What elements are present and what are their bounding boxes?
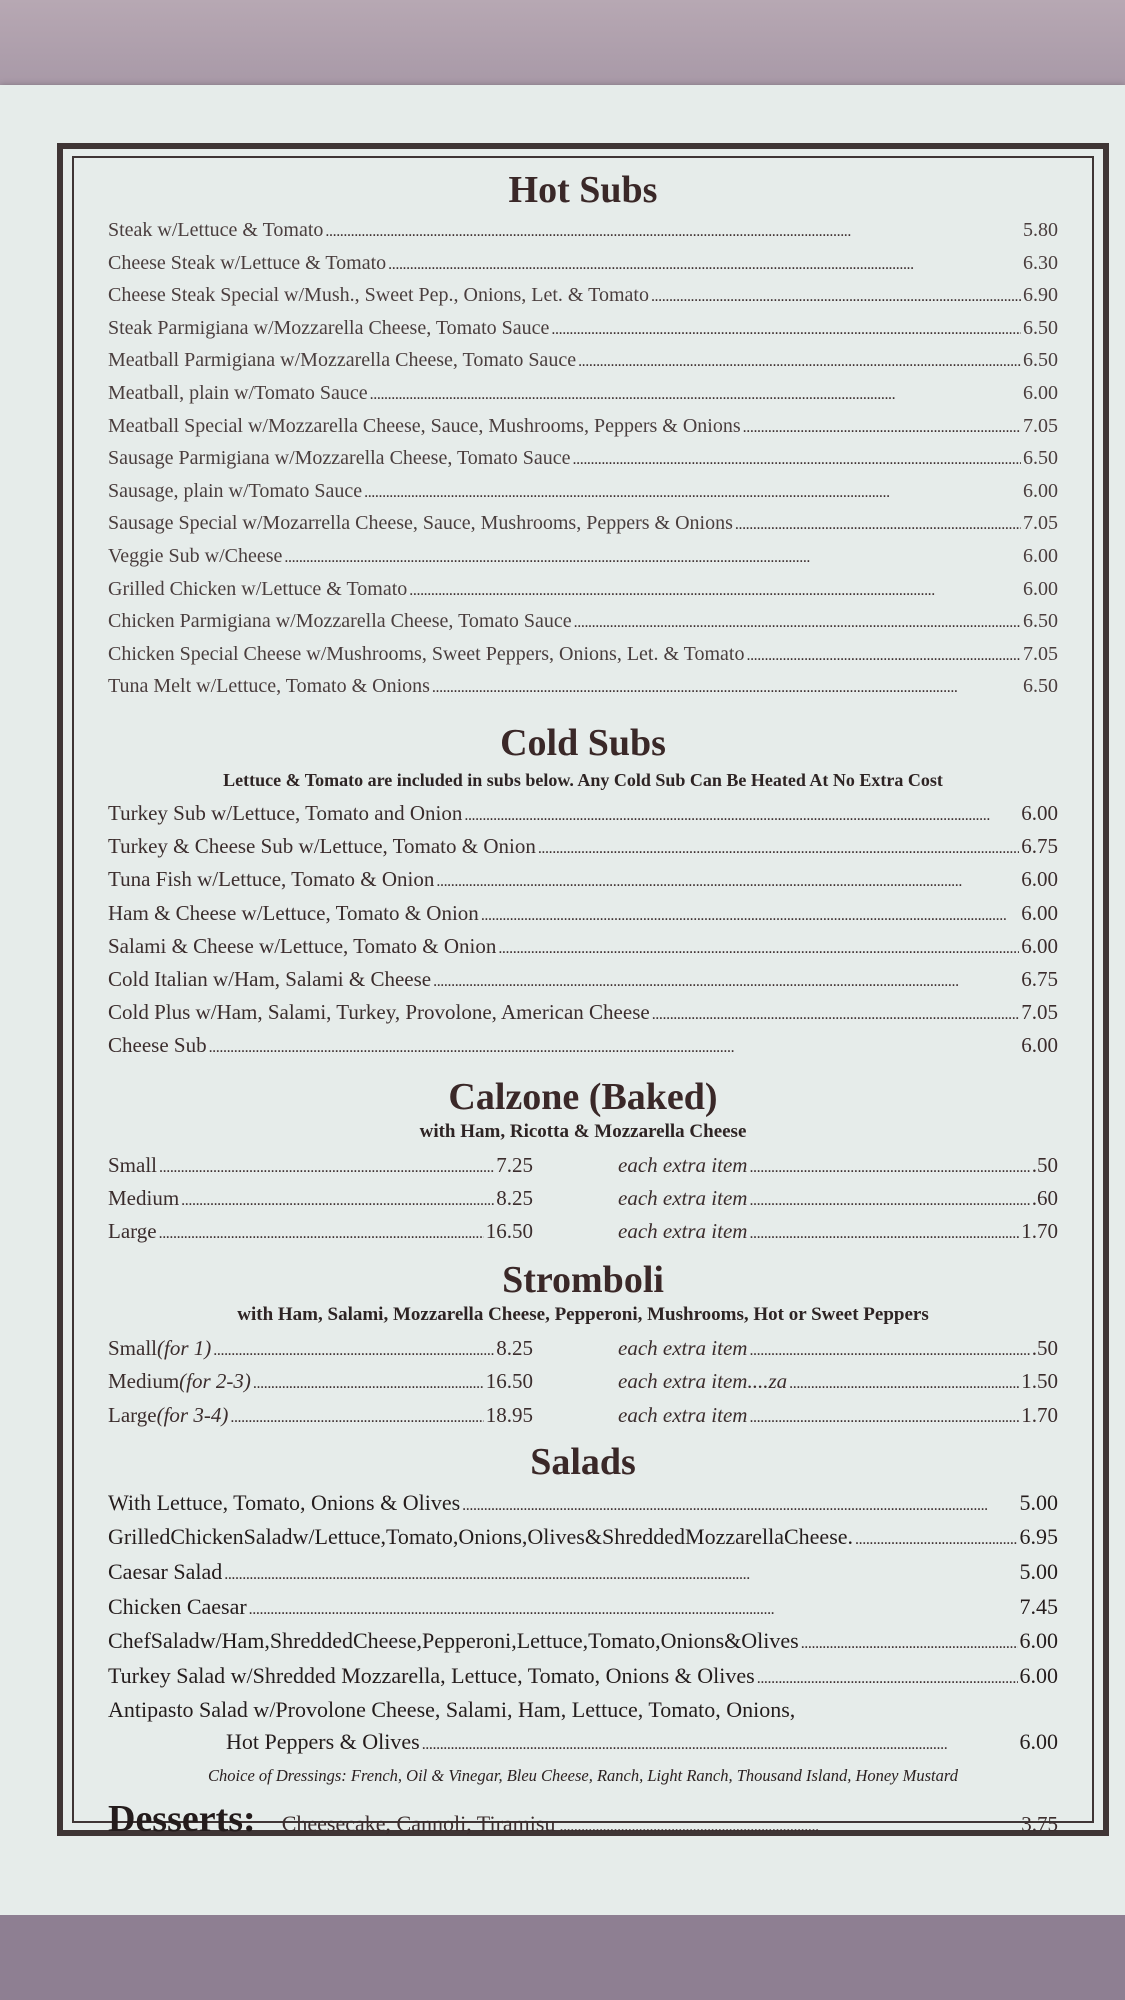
menu-content [108, 165, 1058, 1841]
leader-dots [213, 1333, 494, 1366]
item-name: each extra item [618, 1185, 748, 1210]
item-price: 6.00 [1019, 1628, 1058, 1654]
leader-dots [325, 215, 1021, 248]
item-name: each extra item [618, 1402, 748, 1427]
item-name: Meatball, plain w/Tomato Sauce [108, 381, 368, 404]
calzone-prices [108, 1150, 1058, 1250]
cold-subs-section [108, 718, 1058, 1064]
leader-dots [432, 671, 1021, 704]
item-name: Medium [108, 1369, 180, 1394]
item-name: Chicken Parmigiana w/Mozzarella Cheese, Tomato Sauce [108, 610, 572, 633]
item-price: 7.05 [1021, 1000, 1058, 1025]
leader-dots [159, 1216, 484, 1249]
section-title: Hot Subs [508, 169, 658, 211]
menu-item [108, 508, 1058, 541]
item-name: Cold Plus w/Ham, Salami, Turkey, Provolone, American Cheese [108, 1000, 650, 1025]
item-name: Steak w/Lettuce & Tomato [108, 219, 324, 241]
menu-item [108, 1591, 1058, 1626]
item-price: 6.95 [1019, 1524, 1058, 1550]
item-name: Small [108, 1336, 158, 1361]
leader-dots [284, 541, 1021, 574]
menu-item [108, 215, 1058, 248]
cold-subs-note: Lettuce & Tomato are included in subs below. Any Cold Sub Can Be Heated At No Extra Cost [223, 769, 943, 790]
menu-item [108, 606, 1058, 639]
calzone-section [108, 1074, 1058, 1250]
menu-item [108, 1487, 1058, 1522]
menu-item [108, 997, 1058, 1030]
menu-item [108, 378, 1058, 411]
item-price: 6.00 [1021, 800, 1058, 825]
item-name: Cold Italian w/Ham, Salami & Cheese [108, 966, 432, 991]
leader-dots [462, 1487, 1017, 1522]
menu-item [108, 831, 1058, 864]
desserts-label: Desserts: [108, 1797, 256, 1840]
menu-item [108, 280, 1058, 313]
leader-dots [498, 931, 1019, 964]
item-serves: (for 3-4) [156, 1402, 229, 1427]
leader-dots [436, 864, 1019, 897]
section-title: Cold Subs [500, 721, 666, 764]
item-price: 7.45 [1019, 1593, 1058, 1619]
leader-dots [749, 1400, 1019, 1433]
menu-item [108, 671, 1058, 704]
item-price: 7.05 [1023, 642, 1058, 665]
item-name: Veggie Sub w/Cheese [108, 544, 283, 567]
menu-item [108, 1726, 1058, 1761]
menu-item [618, 1333, 1058, 1366]
leader-dots [749, 1183, 1029, 1216]
salads-list [108, 1487, 1058, 1695]
item-name: GrilledChickenSaladw/Lettuce,Tomato,Onions,Olives&ShreddedMozzarellaCheese. [108, 1524, 854, 1550]
item-price: 1.70 [1021, 1402, 1058, 1427]
item-name: Turkey & Cheese Sub w/Lettuce, Tomato & Onion [108, 834, 536, 859]
menu-item [108, 898, 1058, 931]
item-price: 8.25 [496, 1185, 533, 1210]
item-price: .60 [1031, 1185, 1058, 1210]
leader-dots [749, 1216, 1019, 1249]
cold-subs-list [108, 798, 1058, 1064]
item-price: 6.00 [1021, 867, 1058, 892]
leader-dots [230, 1400, 483, 1433]
item-price: 5.00 [1019, 1489, 1058, 1515]
leader-dots [578, 345, 1021, 378]
item-name: Meatball Parmigiana w/Mozzarella Cheese, Tomato Sauce [108, 349, 577, 372]
desserts-price: 3.75 [1021, 1811, 1058, 1836]
item-price: 6.30 [1023, 251, 1058, 274]
item-price: 6.00 [1023, 577, 1058, 600]
item-name: each extra item....za [618, 1369, 788, 1394]
leader-dots [551, 313, 1021, 346]
hot-subs-list [108, 215, 1058, 704]
item-price: 6.50 [1023, 349, 1058, 372]
item-price: 18.95 [485, 1402, 533, 1427]
leader-dots [433, 964, 1019, 997]
item-price: .50 [1031, 1152, 1058, 1177]
leader-dots [481, 898, 1019, 931]
leader-dots [735, 508, 1021, 541]
item-price: 6.00 [1023, 544, 1058, 567]
leader-dots [789, 1366, 1019, 1399]
stromboli-prices [108, 1333, 1058, 1433]
menu-item [618, 1366, 1058, 1399]
item-name: Large [108, 1218, 157, 1243]
item-name: each extra item [618, 1336, 748, 1361]
menu-item [108, 541, 1058, 574]
item-name: Salami & Cheese w/Lettuce, Tomato & Onion [108, 933, 497, 958]
hot-subs-section [108, 165, 1058, 704]
leader-dots [757, 1660, 1018, 1695]
item-price: 6.00 [1019, 1728, 1058, 1754]
menu-item [108, 1030, 1058, 1063]
leader-dots [743, 411, 1021, 444]
leader-dots [651, 280, 1021, 313]
item-price: 5.00 [1019, 1558, 1058, 1584]
menu-item [618, 1216, 1058, 1249]
item-price: 6.50 [1023, 447, 1058, 470]
menu-item [108, 313, 1058, 346]
item-name: Meatball Special w/Mozzarella Cheese, Sauce, Mushrooms, Peppers & Onions [108, 414, 741, 437]
leader-dots [388, 248, 1021, 281]
item-price: 5.80 [1023, 219, 1058, 241]
item-price: 1.70 [1021, 1218, 1058, 1243]
item-name: Cheese Sub [108, 1033, 207, 1058]
menu-item [618, 1183, 1058, 1216]
item-price: .50 [1031, 1336, 1058, 1361]
menu-item [108, 1694, 1058, 1726]
leader-dots [464, 798, 1019, 831]
item-price: 6.00 [1019, 1662, 1058, 1688]
item-price: 1.50 [1021, 1369, 1058, 1394]
item-price: 7.05 [1023, 414, 1058, 437]
leader-dots [538, 831, 1019, 864]
leader-dots [855, 1521, 1017, 1556]
item-name: Cheese Steak w/Lettuce & Tomato [108, 251, 387, 274]
item-price: 6.00 [1023, 381, 1058, 404]
menu-item [108, 476, 1058, 509]
leader-dots [224, 1556, 1017, 1591]
leader-dots [409, 574, 1021, 607]
item-price: 7.25 [496, 1152, 533, 1177]
salads-section [108, 1437, 1058, 1787]
leader-dots [181, 1183, 494, 1216]
stromboli-extras [618, 1333, 1058, 1433]
menu-item [108, 345, 1058, 378]
item-name: Sausage Parmigiana w/Mozzarella Cheese, Tomato Sauce [108, 447, 571, 470]
item-price: 6.90 [1023, 284, 1058, 307]
item-price: 16.50 [485, 1218, 533, 1243]
item-serves: (for 2-3) [179, 1369, 251, 1394]
item-name: Medium [108, 1185, 180, 1210]
item-name: Sausage, plain w/Tomato Sauce [108, 479, 363, 502]
item-name: Turkey Sub w/Lettuce, Tomato and Onion [108, 800, 463, 825]
leader-dots [746, 639, 1021, 672]
menu-item [108, 1556, 1058, 1591]
item-price: 6.00 [1021, 933, 1058, 958]
item-price: 6.75 [1021, 966, 1058, 991]
leader-dots [573, 443, 1021, 476]
item-price: 7.05 [1023, 512, 1058, 535]
menu-item [108, 443, 1058, 476]
calzone-sizes [108, 1150, 533, 1250]
section-title: Calzone (Baked) [448, 1075, 718, 1118]
leader-dots [801, 1625, 1018, 1660]
item-name: Tuna Melt w/Lettuce, Tomato & Onions [108, 675, 430, 698]
menu-item [108, 411, 1058, 444]
item-name: Hot Peppers & Olives [226, 1728, 420, 1754]
item-name: Chicken Caesar [108, 1593, 247, 1619]
menu-item [108, 1216, 533, 1249]
item-name: ChefSaladw/Ham,ShreddedCheese,Pepperoni,Lettuce,Tomato,Onions&Olives [108, 1628, 799, 1654]
item-name: Ham & Cheese w/Lettuce, Tomato & Onion [108, 900, 479, 925]
item-name: Turkey Salad w/Shredded Mozzarella, Lettuce, Tomato, Onions & Olives [108, 1662, 755, 1688]
menu-item [108, 1366, 533, 1399]
menu-item [108, 639, 1058, 672]
menu-item [108, 1150, 533, 1183]
leader-dots [574, 606, 1021, 639]
menu-item [108, 864, 1058, 897]
leader-dots [209, 1030, 1020, 1063]
item-name: each extra item [618, 1218, 748, 1243]
item-name: Sausage Special w/Mozarrella Cheese, Sauce, Mushrooms, Peppers & Onions [108, 512, 733, 535]
desserts-section [108, 1797, 1058, 1841]
desserts-items: Cheesecake, Cannoli, Tiramisu [281, 1810, 556, 1836]
item-price: 6.00 [1021, 1033, 1058, 1058]
menu-item [108, 1333, 533, 1366]
section-title: Stromboli [502, 1259, 664, 1302]
menu-item [618, 1150, 1058, 1183]
menu-item [108, 574, 1058, 607]
item-name: Caesar Salad [108, 1558, 223, 1584]
item-price: 8.25 [496, 1336, 533, 1361]
stromboli-subtitle: with Ham, Salami, Mozzarella Cheese, Pepperoni, Mushrooms, Hot or Sweet Peppers [237, 1304, 929, 1326]
calzone-extras [618, 1150, 1058, 1250]
menu-item [108, 931, 1058, 964]
leader-dots [249, 1591, 1018, 1626]
item-price: 6.00 [1023, 479, 1058, 502]
menu-item [108, 1183, 533, 1216]
item-name: Steak Parmigiana w/Mozzarella Cheese, Tomato Sauce [108, 316, 550, 339]
item-name: Chicken Special Cheese w/Mushrooms, Sweet Peppers, Onions, Let. & Tomato [108, 642, 745, 665]
item-name: Tuna Fish w/Lettuce, Tomato & Onion [108, 867, 435, 892]
menu-item [108, 1521, 1058, 1556]
item-name: Grilled Chicken w/Lettuce & Tomato [108, 577, 408, 600]
item-price: 6.50 [1023, 675, 1058, 698]
item-price: 6.00 [1021, 900, 1058, 925]
item-name: each extra item [618, 1152, 748, 1177]
menu-item [108, 1625, 1058, 1660]
section-title: Salads [530, 1440, 636, 1483]
leader-dots [422, 1726, 1018, 1761]
leader-dots [364, 476, 1021, 509]
dressing-choices: Choice of Dressings: French, Oil & Vinegar, Bleu Cheese, Ranch, Light Ranch, Thousand Island, Honey Mustard [208, 1765, 958, 1785]
menu-item [108, 248, 1058, 281]
leader-dots [159, 1150, 494, 1183]
table-surface [0, 1915, 1125, 2000]
item-name: Antipasto Salad w/Provolone Cheese, Salami, Ham, Lettuce, Tomato, Onions, [108, 1697, 796, 1723]
item-price: 16.50 [485, 1369, 533, 1394]
menu-item [108, 798, 1058, 831]
item-price: 6.50 [1023, 316, 1058, 339]
leader-dots [749, 1150, 1029, 1183]
menu-item [108, 1400, 533, 1433]
item-price: 6.75 [1021, 834, 1058, 859]
menu-item [618, 1400, 1058, 1433]
leader-dots [370, 378, 1021, 411]
stromboli-section [108, 1257, 1058, 1433]
item-serves: (for 1) [157, 1336, 212, 1361]
menu-item [108, 964, 1058, 997]
stromboli-sizes [108, 1333, 533, 1433]
leader-dots [559, 1818, 1017, 1836]
item-name: Small [108, 1152, 158, 1177]
item-name: With Lettuce, Tomato, Onions & Olives [108, 1489, 461, 1515]
item-price: 6.50 [1023, 610, 1058, 633]
calzone-subtitle: with Ham, Ricotta & Mozzarella Cheese [419, 1120, 747, 1142]
item-name: Cheese Steak Special w/Mush., Sweet Pep., Onions, Let. & Tomato [108, 284, 649, 307]
item-name: Large [108, 1402, 157, 1427]
leader-dots [253, 1366, 484, 1399]
menu-item [108, 1660, 1058, 1695]
leader-dots [749, 1333, 1029, 1366]
leader-dots [652, 997, 1020, 1030]
